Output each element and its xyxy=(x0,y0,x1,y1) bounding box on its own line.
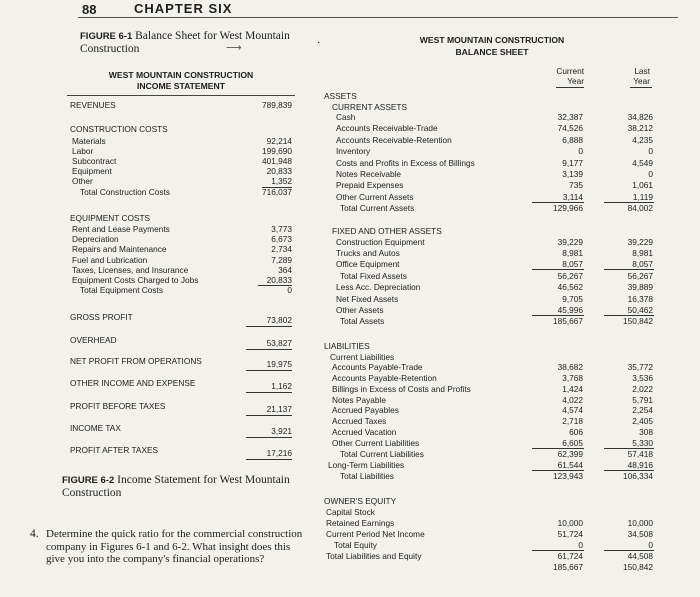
summary-label: OVERHEAD xyxy=(70,335,117,345)
bs-cur-value: 129,966 xyxy=(553,203,583,214)
bs-row-label: Cash xyxy=(336,112,356,122)
col-current-line1: Current xyxy=(556,66,584,76)
bs-row-label: Accounts Payable-Retention xyxy=(332,372,437,383)
bs-last-value: 5,330 xyxy=(632,437,653,448)
equipment-cost-label: Repairs and Maintenance xyxy=(72,244,167,255)
bs-last-value: 308 xyxy=(639,427,653,438)
is-title-rule xyxy=(67,95,295,96)
bs-cur-value: 185,667 xyxy=(553,561,583,572)
bs-row-label: Total Liabilities and Equity xyxy=(326,550,422,561)
col-last-rule xyxy=(630,87,652,88)
summary-label: GROSS PROFIT xyxy=(70,312,133,322)
bs-row-label: Capital Stock xyxy=(326,507,375,517)
col-current-line2: Year xyxy=(567,76,584,86)
bs-last-value: 34,826 xyxy=(627,112,653,122)
bs-last-value: 1,061 xyxy=(632,180,653,191)
equipment-total-value: 0 xyxy=(287,285,292,296)
bs-cur-value: 56,267 xyxy=(557,270,583,281)
bs-last-value: 84,002 xyxy=(627,203,653,214)
bs-last-value: 57,418 xyxy=(627,448,653,459)
chapter-title: CHAPTER SIX xyxy=(134,1,233,16)
bs-last-value: 0 xyxy=(648,169,653,179)
bs-last-value: 50,462 xyxy=(627,304,653,315)
bs-last-value: 8,981 xyxy=(632,247,653,258)
bs-row-label: Net Fixed Assets xyxy=(336,293,399,304)
bs-last-value: 3,536 xyxy=(632,372,653,383)
bs-cur-value: 61,544 xyxy=(557,459,583,470)
bs-cur-value: 3,114 xyxy=(562,191,583,202)
col-last-line2: Year xyxy=(633,76,650,86)
equipment-cost-value: 2,734 xyxy=(271,244,292,255)
bs-cur-value: 4,022 xyxy=(562,394,583,405)
construction-total-value: 716,037 xyxy=(262,186,292,197)
bs-cur-value: 8,981 xyxy=(562,247,583,258)
bs-cur-value: 6,888 xyxy=(562,134,583,145)
equipment-cost-value: 364 xyxy=(278,264,292,275)
summary-value: 53,827 xyxy=(266,338,292,348)
bs-row-label: Office Equipment xyxy=(336,259,400,270)
construction-total-label: Total Construction Costs xyxy=(80,186,170,197)
equipment-cost-label: Equipment Costs Charged to Jobs xyxy=(72,275,199,285)
bs-last-value: 34,508 xyxy=(627,528,653,539)
bs-row-label: Accounts Payable-Trade xyxy=(332,362,423,372)
bs-last-value: 39,889 xyxy=(627,282,653,293)
construction-cost-label: Equipment xyxy=(72,166,112,177)
bs-row-label: Total Current Assets xyxy=(340,203,415,214)
is-title-line1: WEST MOUNTAIN CONSTRUCTION xyxy=(108,70,254,80)
bs-cur-value: 45,996 xyxy=(557,304,583,315)
bs-cur-value: 8,057 xyxy=(562,259,583,270)
equipment-total-label: Total Equipment Costs xyxy=(80,285,164,296)
bs-cur-value: 74,526 xyxy=(557,123,583,134)
equipment-cost-value: 20,833 xyxy=(266,275,292,285)
bs-cur-value: 185,667 xyxy=(553,316,583,327)
bs-row-label: Inventory xyxy=(336,146,371,157)
summary-rule xyxy=(246,437,292,438)
summary-rule xyxy=(246,349,292,350)
bs-cur-value: 61,724 xyxy=(557,550,583,561)
bs-row-label: Accrued Vacation xyxy=(332,427,397,438)
bs-cur-value: 6,605 xyxy=(562,437,583,448)
bs-row-label: Costs and Profits in Excess of Billings xyxy=(336,157,475,168)
bs-last-value: 150,842 xyxy=(623,561,653,572)
revenues-value: 789,839 xyxy=(262,100,292,110)
summary-label: PROFIT BEFORE TAXES xyxy=(70,401,166,411)
figure-6-1-title-cont: Construction xyxy=(80,43,140,55)
bs-row-label: Other Current Assets xyxy=(336,191,414,202)
figure-6-1-label: FIGURE 6-1 xyxy=(80,31,133,42)
summary-rule xyxy=(246,392,292,393)
is-title-line2: INCOME STATEMENT xyxy=(136,81,225,91)
balance-sheet-title xyxy=(402,34,582,58)
equipment-cost-value: 6,673 xyxy=(271,234,292,245)
current-liabilities-heading: Current Liabilities xyxy=(330,351,395,362)
summary-value: 1,162 xyxy=(271,381,292,391)
col-current-rule xyxy=(556,87,584,88)
bs-last-value: 2,022 xyxy=(632,383,653,394)
summary-rule xyxy=(246,326,292,327)
bs-cur-value: 10,000 xyxy=(557,517,583,528)
summary-rule xyxy=(246,415,292,416)
bs-row-label: Trucks and Autos xyxy=(336,247,400,258)
bs-last-value: 150,842 xyxy=(623,316,653,327)
bs-cur-value: 0 xyxy=(578,146,583,157)
bs-cur-value: 9,177 xyxy=(562,157,583,168)
bs-row-label: Long-Term Liabilities xyxy=(328,459,405,470)
bs-row-label: Less Acc. Depreciation xyxy=(336,282,421,293)
question-number: 4. xyxy=(30,528,39,540)
header-rule xyxy=(78,17,678,18)
summary-rule xyxy=(246,370,292,371)
bs-cur-value: 2,718 xyxy=(562,416,583,427)
bs-last-value: 8,057 xyxy=(632,259,653,270)
figure-6-2-title: Income Statement for West Mountain xyxy=(117,474,290,486)
bs-cur-value: 62,399 xyxy=(557,448,583,459)
bs-row-label: Notes Payable xyxy=(332,394,386,405)
fixed-heading: FIXED AND OTHER ASSETS xyxy=(332,226,442,236)
bs-last-value: 44,508 xyxy=(627,550,653,561)
bs-cur-value: 38,682 xyxy=(557,362,583,372)
bs-row-label: Accrued Taxes xyxy=(332,416,387,427)
bs-row-label: Notes Receivable xyxy=(336,169,402,179)
bs-last-value: 4,235 xyxy=(632,134,653,145)
bs-cur-value: 51,724 xyxy=(557,528,583,539)
construction-cost-label: Materials xyxy=(72,135,106,146)
summary-rule xyxy=(246,459,292,460)
construction-cost-value: 20,833 xyxy=(266,166,292,177)
bs-row-label: Total Current Liabilities xyxy=(340,448,424,459)
equity-heading: OWNER'S EQUITY xyxy=(324,496,397,506)
construction-cost-label: Other xyxy=(72,176,93,187)
equipment-cost-label: Taxes, Licenses, and Insurance xyxy=(72,264,189,275)
bs-last-value: 16,378 xyxy=(627,293,653,304)
bs-last-value: 4,549 xyxy=(632,157,653,168)
page-number: 88 xyxy=(82,2,97,17)
summary-label: PROFIT AFTER TAXES xyxy=(70,445,159,455)
question-text: Determine the quick ratio for the commercial construction company in Figures 6-1 and 6-2. What insight does this give you into the company's financial operations? xyxy=(46,528,303,565)
figure-6-2-label: FIGURE 6-2 xyxy=(62,475,115,486)
current-assets-heading: CURRENT ASSETS xyxy=(332,101,407,112)
bs-cur-value: 3,139 xyxy=(562,169,583,179)
bs-cur-value: 0 xyxy=(578,539,583,550)
bs-cur-value: 32,387 xyxy=(557,112,583,122)
figure-6-2-title-cont: Construction xyxy=(62,487,122,499)
construction-cost-label: Subcontract xyxy=(72,155,117,166)
bs-row-label: Billings in Excess of Costs and Profits xyxy=(332,383,471,394)
bs-last-value: 10,000 xyxy=(627,517,653,528)
bs-last-value: 56,267 xyxy=(627,270,653,281)
income-statement-title xyxy=(62,70,300,92)
col-current-header xyxy=(538,66,584,86)
bs-cur-value: 46,562 xyxy=(557,282,583,293)
summary-value: 19,975 xyxy=(266,359,292,369)
bs-last-value: 48,916 xyxy=(627,459,653,470)
col-last-line1: Last xyxy=(634,66,650,76)
bs-title-line2: BALANCE SHEET xyxy=(455,47,529,57)
bs-row-label: Other Assets xyxy=(336,304,384,315)
bs-cur-value: 4,574 xyxy=(562,405,583,416)
bs-last-value: 1,119 xyxy=(632,191,653,202)
summary-label: NET PROFIT FROM OPERATIONS xyxy=(70,356,202,366)
construction-cost-value: 401,948 xyxy=(262,155,292,166)
equipment-cost-label: Rent and Lease Payments xyxy=(72,224,170,234)
figure-6-1-caption xyxy=(80,30,290,56)
bs-last-value: 106,334 xyxy=(623,470,653,481)
bs-cur-value: 9,705 xyxy=(562,293,583,304)
equipment-cost-value: 7,289 xyxy=(271,254,292,265)
summary-label: INCOME TAX xyxy=(70,423,121,433)
bs-cur-value: 39,229 xyxy=(557,236,583,247)
bs-last-value: 2,254 xyxy=(632,405,653,416)
bs-last-value: 39,229 xyxy=(627,236,653,247)
bs-row-label: Current Period Net Income xyxy=(326,528,425,539)
bs-cur-value: 123,943 xyxy=(553,470,583,481)
equipment-costs-heading: EQUIPMENT COSTS xyxy=(70,213,151,223)
assets-heading: ASSETS xyxy=(324,91,357,101)
equipment-cost-value: 3,773 xyxy=(271,224,292,234)
construction-cost-value: 92,214 xyxy=(266,135,292,146)
bs-title-line1: WEST MOUNTAIN CONSTRUCTION xyxy=(419,35,565,45)
figure-6-2-caption xyxy=(62,474,290,500)
bs-last-value: 38,212 xyxy=(627,123,653,134)
bs-row-label: Total Liabilities xyxy=(340,470,394,481)
bs-row-label: Retained Earnings xyxy=(326,517,395,528)
bs-last-value: 0 xyxy=(648,539,653,550)
equipment-cost-label: Depreciation xyxy=(72,234,119,245)
bs-row-label: Accounts Receivable-Trade xyxy=(336,123,438,134)
bs-row-label: Total Equity xyxy=(334,539,377,550)
bs-row-label: Other Current Liabilities xyxy=(332,437,420,448)
summary-value: 21,137 xyxy=(266,404,292,414)
bs-row-label: Accounts Receivable-Retention xyxy=(336,134,452,145)
bs-row-label: Accrued Payables xyxy=(332,405,399,416)
bs-cur-value: 606 xyxy=(569,427,583,438)
construction-costs-heading: CONSTRUCTION COSTS xyxy=(70,124,168,134)
liabilities-heading: LIABILITIES xyxy=(324,341,370,351)
summary-value: 73,802 xyxy=(266,315,292,325)
bs-last-value: 5,791 xyxy=(632,394,653,405)
summary-value: 17,216 xyxy=(266,448,292,458)
summary-label: OTHER INCOME AND EXPENSE xyxy=(70,378,196,388)
bs-row-label: Prepaid Expenses xyxy=(336,180,404,191)
bs-cur-value: 1,424 xyxy=(562,383,583,394)
bs-last-value: 2,405 xyxy=(632,416,653,427)
bs-last-value: 35,772 xyxy=(627,362,653,372)
bs-last-value: 0 xyxy=(648,146,653,157)
bs-row-label: Total Assets xyxy=(340,316,385,327)
figure-6-1-title: Balance Sheet for West Mountain xyxy=(135,30,290,42)
equipment-cost-label: Fuel and Lubrication xyxy=(72,254,148,265)
bs-cur-value: 735 xyxy=(569,180,583,191)
bs-row-label: Total Fixed Assets xyxy=(340,270,407,281)
summary-value: 3,921 xyxy=(271,426,292,436)
arrow-icon: ⟶ xyxy=(226,42,242,54)
construction-cost-label: Labor xyxy=(72,145,94,156)
revenues-label: REVENUES xyxy=(70,100,116,110)
construction-cost-value: 1,352 xyxy=(271,176,292,187)
col-last-header xyxy=(604,66,650,86)
bs-cur-value: 3,768 xyxy=(562,372,583,383)
bullet-dot: . xyxy=(317,32,321,46)
bs-row-label: Construction Equipment xyxy=(336,236,425,247)
construction-cost-value: 199,690 xyxy=(262,145,292,156)
